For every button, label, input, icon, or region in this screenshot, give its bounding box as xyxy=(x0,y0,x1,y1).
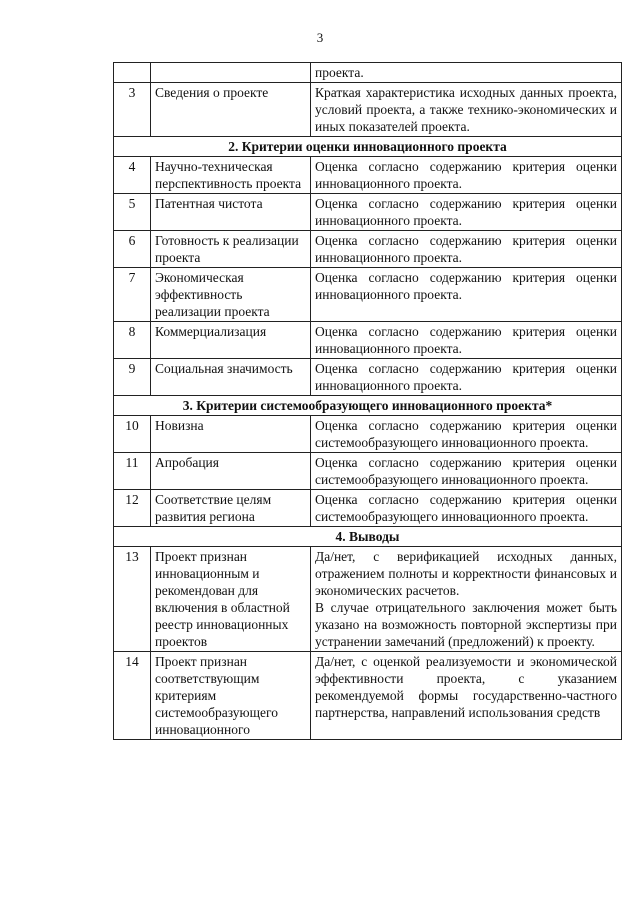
criterion-description: Да/нет, с оценкой реализуемости и экономической эффективности проекта, с указанием рекомендуемой формы государственно-частного партнерства, направлений использования средств xyxy=(311,652,622,740)
row-number: 6 xyxy=(114,231,151,268)
criterion-description: Оценка согласно содержанию критерия оценки системообразующего инновационного проекта. xyxy=(311,453,622,490)
row-number: 7 xyxy=(114,268,151,322)
criterion-name: Научно-техническая перспективность проекта xyxy=(151,157,311,194)
criterion-description: Оценка согласно содержанию критерия оценки инновационного проекта. xyxy=(311,194,622,231)
row-number: 9 xyxy=(114,359,151,396)
table-row xyxy=(114,231,622,268)
table-row xyxy=(114,416,622,453)
criterion-name: Коммерциализация xyxy=(151,322,311,359)
expert-conclusion-table xyxy=(113,62,622,740)
row-number: 4 xyxy=(114,157,151,194)
table-row xyxy=(114,547,622,652)
section-title: 2. Критерии оценки инновационного проекта xyxy=(114,137,622,157)
table-row xyxy=(114,453,622,490)
criterion-name: Соответствие целям развития региона xyxy=(151,490,311,527)
criterion-description: Оценка согласно содержанию критерия оценки инновационного проекта. xyxy=(311,359,622,396)
table-row-continuation xyxy=(114,63,622,83)
criterion-name: Патентная чистота xyxy=(151,194,311,231)
row-number: 8 xyxy=(114,322,151,359)
table-row xyxy=(114,490,622,527)
section-header xyxy=(114,137,622,157)
row-number: 3 xyxy=(114,83,151,137)
description-paragraph: Да/нет, с верификацией исходных данных, отражением полноты и корректности финансовых и экономических расчетов. xyxy=(315,549,617,598)
table-row xyxy=(114,157,622,194)
table-row xyxy=(114,359,622,396)
criterion-description: Краткая характеристика исходных данных проекта, условий проекта, а также технико-экономических и иных показателей проекта. xyxy=(311,83,622,137)
criterion-name: Экономическая эффективность реализации проекта xyxy=(151,268,311,322)
section-title: 3. Критерии системообразующего инновационного проекта* xyxy=(114,396,622,416)
criterion-description: Оценка согласно содержанию критерия оценки инновационного проекта. xyxy=(311,322,622,359)
section-header xyxy=(114,527,622,547)
table-row xyxy=(114,652,622,740)
table-row xyxy=(114,322,622,359)
table-row xyxy=(114,268,622,322)
criterion-name: Проект признан соответствующим критериям системообразующего инновационного xyxy=(151,652,311,740)
table-row xyxy=(114,83,622,137)
criterion-name: Проект признан инновационным и рекомендован для включения в областной реестр инновационных проектов xyxy=(151,547,311,652)
table-row xyxy=(114,194,622,231)
row-number: 11 xyxy=(114,453,151,490)
criterion-name: Сведения о проекте xyxy=(151,83,311,137)
criterion-name: Апробация xyxy=(151,453,311,490)
criterion-name xyxy=(151,63,311,83)
criterion-description: Оценка согласно содержанию критерия оценки системообразующего инновационного проекта. xyxy=(311,416,622,453)
description-paragraph: В случае отрицательного заключения может быть указано на возможность повторной экспертизы при устранении замечаний (предложений) к проекту. xyxy=(315,600,617,649)
criterion-description: Оценка согласно содержанию критерия оценки системообразующего инновационного проекта. xyxy=(311,490,622,527)
criterion-description: Оценка согласно содержанию критерия оценки инновационного проекта. xyxy=(311,157,622,194)
row-number: 10 xyxy=(114,416,151,453)
row-number xyxy=(114,63,151,83)
row-number: 14 xyxy=(114,652,151,740)
criterion-name: Социальная значимость xyxy=(151,359,311,396)
section-header xyxy=(114,396,622,416)
criterion-description: проекта. xyxy=(311,63,622,83)
section-title: 4. Выводы xyxy=(114,527,622,547)
criterion-description xyxy=(311,547,622,652)
page-number: 3 xyxy=(316,30,324,45)
criterion-description: Оценка согласно содержанию критерия оценки инновационного проекта. xyxy=(311,268,622,322)
criterion-description: Оценка согласно содержанию критерия оценки инновационного проекта. xyxy=(311,231,622,268)
criterion-name: Новизна xyxy=(151,416,311,453)
row-number: 12 xyxy=(114,490,151,527)
criterion-name: Готовность к реализации проекта xyxy=(151,231,311,268)
row-number: 13 xyxy=(114,547,151,652)
row-number: 5 xyxy=(114,194,151,231)
